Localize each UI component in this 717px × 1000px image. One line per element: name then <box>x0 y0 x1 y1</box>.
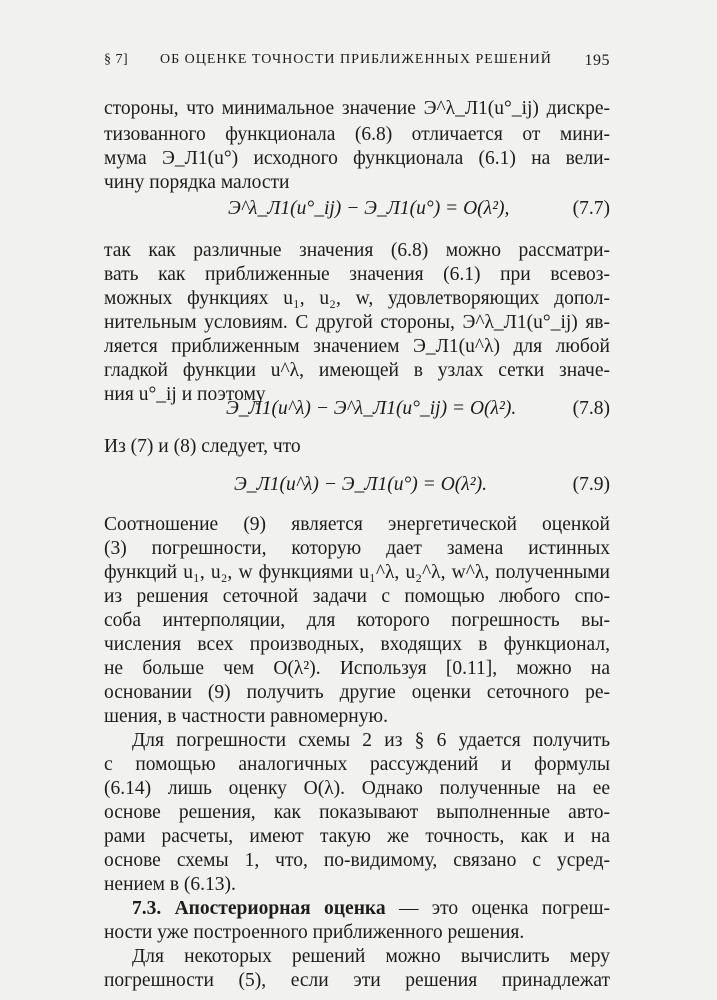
text-line: основании (9) получить другие оценки сеточного ре- <box>104 682 610 703</box>
text-line: из решения сеточной задачи с помощью любого спо- <box>104 586 610 607</box>
text-line: ляется приближенным значением Э_Л1(u^λ) для любой <box>104 336 610 357</box>
text-line: тизованного функционала (6.8) отличается от мини- <box>104 124 610 145</box>
text-line: ности уже построенного приближенного решения. <box>104 922 525 943</box>
equation-7-9 <box>104 474 610 504</box>
text-line: можных функциях u₁, u₂, w, удовлетворяющих допол- <box>104 288 610 309</box>
text-line: основе схемы 1, что, по-видимому, связано с усред- <box>104 850 610 871</box>
text-line: ния u°_ij и поэтому <box>104 384 266 405</box>
text-line: нением в (6.13). <box>104 874 236 895</box>
equation-expression: Э^λ_Л1(u°_ij) − Э_Л1(u°) = O(λ²), <box>228 198 510 219</box>
text-line: погрешности (5), если эти решения принадлежат <box>104 970 610 991</box>
text-line: Из (7) и (8) следует, что <box>104 436 301 457</box>
text-line: (3) погрешности, которую дает замена истинных <box>104 538 610 559</box>
text-line: функций u₁, u₂, w функциями u₁^λ, u₂^λ, w^λ, полученными <box>104 562 610 583</box>
equation-expression: Э_Л1(u^λ) − Э^λ_Л1(u°_ij) = O(λ²). <box>226 398 517 419</box>
equation-7-8 <box>104 398 610 428</box>
running-header <box>104 52 610 74</box>
text-line: мума Э_Л1(u°) исходного функционала (6.1) на вели- <box>104 148 610 169</box>
text-line: так как различные значения (6.8) можно рассматри- <box>104 240 610 261</box>
text-line: стороны, что минимальное значение Э^λ_Л1(u°_ij) дискре- <box>104 98 610 119</box>
text-line: числения всех производных, входящих в функционал, <box>104 634 610 655</box>
text-line: нительным условиям. С другой стороны, Э^λ_Л1(u°_ij) яв- <box>104 312 610 333</box>
text-line: рами расчеты, имеют такую же точность, как и на <box>104 826 610 847</box>
equation-number: (7.7) <box>572 198 610 219</box>
equation-number: (7.9) <box>572 474 610 495</box>
text-line: вать как приближенные значения (6.1) при всевоз- <box>104 264 610 285</box>
text-line: не больше чем O(λ²). Используя [0.11], можно на <box>104 658 610 679</box>
header-section: § 7] <box>104 52 129 67</box>
text-line: основе решения, как показывают выполненные авто- <box>104 802 610 823</box>
text-line: соба интерполяции, для которого погрешность вы- <box>104 610 610 631</box>
header-title: ОБ ОЦЕНКЕ ТОЧНОСТИ ПРИБЛИЖЕННЫХ РЕШЕНИЙ <box>160 52 552 67</box>
text-line: Соотношение (9) является энергетической оценкой <box>104 514 610 535</box>
equation-expression: Э_Л1(u^λ) − Э_Л1(u°) = O(λ²). <box>234 474 487 495</box>
text-line: гладкой функции u^λ, имеющей в узлах сетки значе- <box>104 360 610 381</box>
text-line: шения, в частности равномерную. <box>104 706 388 727</box>
text-line: Для некоторых решений можно вычислить меру <box>132 946 610 967</box>
text-line: Для погрешности схемы 2 из § 6 удается получить <box>132 730 610 751</box>
heading-continuation: — это оценка погреш- <box>385 898 610 919</box>
page-number: 195 <box>584 52 610 69</box>
equation-number: (7.8) <box>572 398 610 419</box>
equation-7-7 <box>104 198 610 228</box>
text-line: с помощью аналогичных рассуждений и формулы <box>104 754 610 775</box>
section-heading: 7.3. Апостериорная оценка <box>132 898 386 919</box>
section-heading-line <box>104 898 610 920</box>
text-line: (6.14) лишь оценку O(λ). Однако полученные на ее <box>104 778 610 799</box>
text-line: чину порядка малости <box>104 172 290 193</box>
